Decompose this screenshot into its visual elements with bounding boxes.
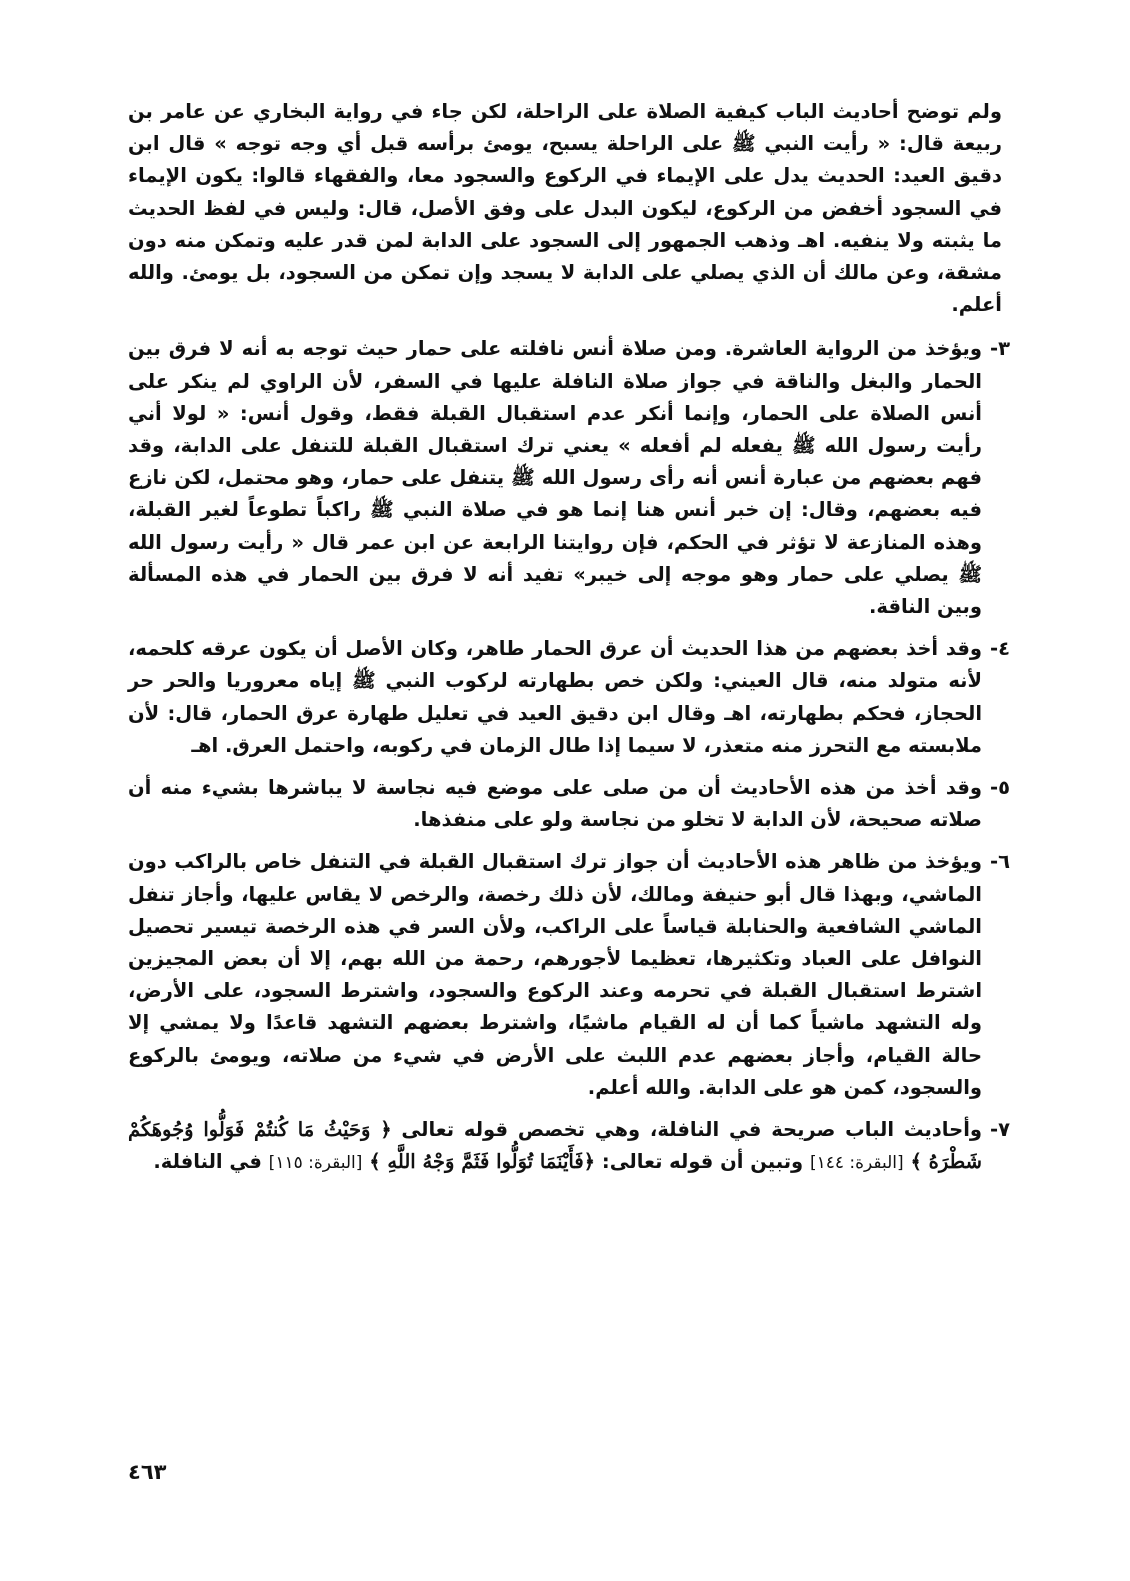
list-item-4: [128, 633, 1010, 762]
item-number: ٤-: [990, 637, 1010, 661]
list-item-7: [128, 1114, 1010, 1179]
item-text: [128, 1114, 982, 1179]
text-segment: وتبين أن قوله تعالى:: [595, 1150, 810, 1174]
quran-verse-1: ﴿ وَحَيْثُ مَا كُنتُمْ فَوَلُّوا وُجُوهَكُمْ شَطْرَهُ ﴾: [128, 1118, 982, 1174]
item-number: ٥-: [990, 776, 1010, 800]
item-number: ٣-: [990, 337, 1010, 361]
list-item-3: [128, 333, 1010, 623]
item-text: ويؤخذ من الرواية العاشرة. ومن صلاة أنس نافلته على حمار حيث توجه به أنه لا فرق بين الحمار والبغل والناقة في جواز صلاة النافلة عليها في السفر، لأن الراوي لم ينكر على أنس الصلاة على الحمار، وإنما أنكر عدم استقبال القبلة فقط، وقول أنس: « لولا أني رأيت رسول الله ﷺ يفعله لم أفعله » يعني ترك استقبال القبلة للتنفل على الدابة، وقد فهم بعضهم من عبارة أنس أنه رأى رسول الله ﷺ يتنفل على حمار، وهو محتمل، لكن نازع فيه بعضهم، وقال: إن خبر أنس هنا إنما هو في صلاة النبي ﷺ راكباً تطوعاً لغير القبلة، وهذه المنازعة لا تؤثر في الحكم، فإن روايتنا الرابعة عن ابن عمر قال « رأيت رسول الله ﷺ يصلي على حمار وهو موجه إلى خيبر» تفيد أنه لا فرق بين الحمار في هذه المسألة وبين الناقة.: [128, 337, 982, 619]
page-number: ٤٦٣: [128, 1460, 167, 1484]
list-item-5: [128, 772, 1010, 836]
item-text: ويؤخذ من ظاهر هذه الأحاديث أن جواز ترك استقبال القبلة في التنفل خاص بالراكب دون الماشي، وبهذا قال أبو حنيفة ومالك، لأن ذلك رخصة، والرخص لا يقاس عليها، وأجاز تنفل الماشي الشافعية والحنابلة قياساً على الراكب، ولأن السر في هذه الرخصة تيسير تحصيل النوافل على العباد وتكثيرها، تعظيما لأجورهم، رحمة من الله بهم، إلا أن بعض المجيزين اشترط استقبال القبلة في تحرمه وعند الركوع والسجود، واشترط السجود، على الأرض، وله التشهد ماشياً كما أن له القيام ماشيًا، واشترط بعضهم التشهد قاعدًا ولا يمشي إلا حالة القيام، وأجاز بعضهم عدم اللبث على الأرض في شيء من صلاته، ويومئ بالركوع والسجود، كمن هو على الدابة. والله أعلم.: [128, 850, 982, 1099]
list-item-6: [128, 846, 1010, 1104]
item-number: ٧-: [990, 1118, 1010, 1142]
text-segment: وأحاديث الباب صريحة في النافلة، وهي تخصص قوله تعالى: [391, 1118, 982, 1142]
item-text: وقد أخذ بعضهم من هذا الحديث أن عرق الحمار طاهر، وكان الأصل أن يكون عرقه كلحمه، لأنه متولد منه، قال العيني: ولكن خص بطهارته لركوب النبي ﷺ إياه معروريا والحر حر الحجاز، فحكم بطهارته، اهـ وقال ابن دقيق العيد في تعليل طهارة عرق الحمار، قال: لأن ملابسته مع التحرز منه متعذر، لا سيما إذا طال الزمان في ركوبه، واحتمل العرق. اهـ: [128, 637, 982, 757]
quran-verse-2: ﴿فَأَيْنَمَا تُوَلُّوا فَثَمَّ وَجْهُ اللَّهِ ﴾: [369, 1150, 596, 1174]
intro-paragraph: ولم توضح أحاديث الباب كيفية الصلاة على الراحلة، لكن جاء في رواية البخاري عن عامر بن ربيعة قال: « رأيت النبي ﷺ على الراحلة يسبح، يومئ برأسه قبل أي وجه توجه » قال ابن دقيق العيد: الحديث يدل على الإيماء في الركوع والسجود معا، والفقهاء قالوا: يكون الإيماء في السجود أخفض من الركوع، ليكون البدل على وفق الأصل، قال: وليس في لفظ الحديث ما يثبته ولا ينفيه. اهـ وذهب الجمهور إلى السجود على الدابة لمن قدر عليه وتمكن منه دون مشقة، وعن مالك أن الذي يصلي على الدابة لا يسجد وإن تمكن من السجود، بل يومئ. والله أعلم.: [128, 100, 1002, 317]
verse-reference-1: [البقرة: ١٤٤]: [809, 1153, 904, 1174]
verse-reference-2: [البقرة: ١١٥]: [268, 1153, 363, 1174]
text-segment: في النافلة.: [153, 1150, 269, 1174]
item-number: ٦-: [990, 850, 1010, 874]
item-text: وقد أخذ من هذه الأحاديث أن من صلى على موضع فيه نجاسة لا يباشرها بشيء منه أن صلاته صحيحة، لأن الدابة لا تخلو من نجاسة ولو على منفذها.: [128, 776, 982, 832]
document-page: [128, 96, 1010, 1190]
